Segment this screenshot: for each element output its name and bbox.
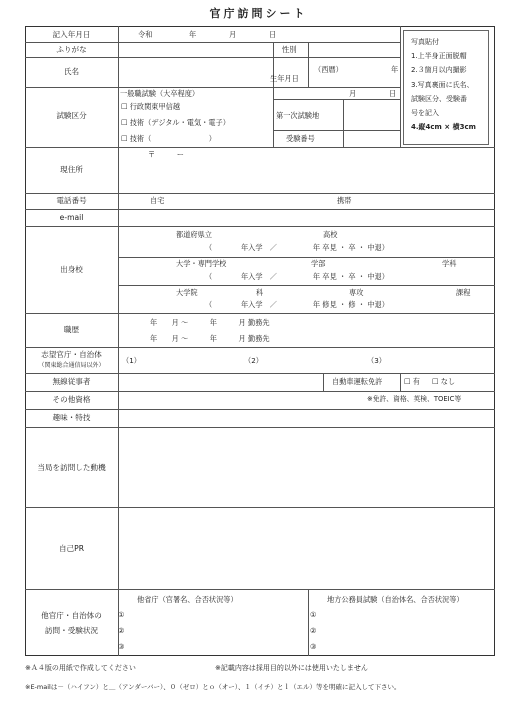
others-left-head: 他省庁（官署名、合否状況等） [137, 595, 238, 604]
photo-divider [400, 26, 401, 147]
photo-line-1: 写真貼付 [411, 38, 439, 46]
qualification-label: その他資格 [52, 395, 91, 404]
footer-note-2: ※記載内容は採用目的以外には使用いたしません [215, 664, 368, 672]
department-label: 学科 [442, 259, 457, 268]
hobby-label: 趣味・特技 [52, 413, 91, 422]
exam-no-label: 受験番号 [286, 134, 315, 143]
others-right-mark-1: ① [310, 610, 317, 619]
career-label: 職歴 [63, 325, 80, 334]
phone-mobile-label: 携帯 [337, 196, 352, 205]
column-divider [308, 589, 309, 656]
date-year-unit: 年 [189, 30, 197, 39]
phone-input[interactable] [170, 194, 330, 208]
qualification-input[interactable] [119, 392, 364, 408]
date-era: 令和 [138, 30, 153, 39]
birth-month-unit: 月 [349, 89, 357, 98]
row-divider [25, 589, 495, 590]
address-label: 現住所 [60, 165, 83, 174]
hs-detail: （ 年入学 ／ 年 卒見 ・ 卒 ・ 中退） [205, 243, 389, 252]
date-input[interactable] [119, 27, 399, 41]
photo-line-2: 1.上半身正面脱帽 [411, 52, 467, 60]
preferred-slot-3: （3） [367, 356, 386, 365]
others-left-input[interactable] [126, 605, 306, 655]
exam-option-3[interactable]: ☐ 技術（ ） [121, 134, 216, 143]
career-row-1: 年 月 ～ 年 月 勤務先 [150, 318, 270, 327]
exam-option-2[interactable]: ☐ 技術（デジタル・電気・電子） [121, 118, 230, 127]
license-yes[interactable]: ☐ 有 [404, 377, 420, 386]
furigana-input[interactable] [119, 43, 272, 56]
date-month-unit: 月 [229, 30, 237, 39]
birth-date-input[interactable] [309, 58, 399, 98]
gender-input[interactable] [309, 43, 399, 56]
first-stage-input[interactable] [344, 100, 399, 129]
preferred-sublabel: （関東総合通信局以外） [38, 362, 105, 369]
motive-input[interactable] [119, 428, 494, 506]
others-label-2: 訪問・受験状況 [44, 626, 99, 635]
column-divider [400, 373, 401, 391]
motive-label: 当局を訪問した動機 [37, 463, 106, 472]
birth-year-unit: 年 [391, 65, 399, 74]
postal-mark: 〒 ー [148, 150, 184, 159]
photo-line-7: 4.縦4cm × 横3cm [411, 123, 476, 131]
footer-note-1: ※Ａ４版の用紙で作成してください [25, 664, 136, 672]
photo-line-3: 2.３箇月以内撮影 [411, 66, 467, 74]
column-divider [273, 42, 274, 147]
hobby-input[interactable] [119, 410, 494, 426]
license-label: 自動車運転免許 [332, 377, 383, 386]
email-label: e-mail [59, 213, 84, 222]
email-input[interactable] [119, 210, 494, 225]
photo-line-4: 3.写真裏面に氏名、 [411, 81, 474, 89]
qualification-note: ※免許、資格、英検、TOEIC等 [367, 395, 462, 403]
others-left-mark-2: ② [118, 626, 125, 635]
others-label-1: 他官庁・自治体の [41, 611, 102, 620]
date-day-unit: 日 [269, 30, 277, 39]
career-row-2: 年 月 ～ 年 月 勤務先 [150, 334, 270, 343]
preferred-slot-2: （2） [244, 356, 263, 365]
first-stage-label: 第一次試験地 [276, 111, 320, 120]
others-right-mark-2: ② [310, 626, 317, 635]
photo-box [403, 30, 489, 145]
others-left-mark-1: ① [118, 610, 125, 619]
column-divider [323, 373, 324, 391]
name-input[interactable] [119, 58, 272, 86]
photo-line-5: 試験区分、受験番 [411, 95, 467, 103]
others-right-head: 地方公務員試験（自治体名、合否状況等） [327, 595, 464, 604]
exam-option-1[interactable]: ☐ 行政関東甲信越 [121, 102, 181, 111]
others-left-mark-3: ③ [118, 642, 125, 651]
radio-input[interactable] [119, 374, 322, 390]
sheet-title: 官庁訪問シート [209, 7, 308, 20]
major-label: 専攻 [349, 288, 364, 297]
exam-label: 試験区分 [56, 111, 87, 120]
exam-general: 一般職試験（大卒程度） [120, 89, 200, 98]
phone-home-label: 自宅 [150, 196, 165, 205]
gender-label: 性別 [282, 45, 297, 54]
pr-label: 自己PR [58, 544, 85, 553]
hs-label: 高校 [323, 230, 338, 239]
address-input[interactable] [119, 148, 494, 192]
others-right-input[interactable] [318, 605, 493, 655]
preferred-label: 志望官庁・自治体 [41, 350, 102, 359]
education-label: 出身校 [60, 265, 83, 274]
hs-type: 都道府県立 [176, 230, 212, 239]
grad-label: 大学院 [176, 288, 198, 297]
date-label: 記入年月日 [52, 30, 91, 39]
univ-detail: （ 年入学 ／ 年 卒見 ・ 卒 ・ 中退） [205, 272, 389, 281]
radio-label: 無線従事者 [52, 377, 91, 386]
preferred-slot-1: （1） [122, 356, 141, 365]
exam-no-input[interactable] [344, 131, 399, 146]
faculty-label: 学部 [311, 259, 326, 268]
birth-day-unit: 日 [389, 89, 397, 98]
preferred-input[interactable] [119, 348, 494, 372]
name-label: 氏名 [63, 67, 80, 76]
career-input[interactable] [119, 314, 494, 346]
pr-input[interactable] [119, 508, 494, 588]
grad-detail: （ 年入学 ／ 年 修見 ・ 修 ・ 中退） [205, 300, 389, 309]
furigana-label: ふりがな [56, 45, 87, 54]
course-label: 課程 [456, 288, 471, 297]
birth-label: 生年月日 [270, 74, 299, 83]
birth-era: （西暦） [314, 65, 343, 74]
grad-dept-label: 科 [256, 288, 264, 297]
phone-label: 電話番号 [56, 196, 87, 205]
others-right-mark-3: ③ [310, 642, 317, 651]
footer-note-3: ※E-mailは－（ハイフン）と＿（アンダーバー）、０（ゼロ）とｏ（オー）、１（イチ）とｌ（エル）等を明確に記入して下さい。 [25, 683, 401, 691]
license-no[interactable]: ☐ なし [432, 377, 456, 386]
education-input[interactable] [119, 227, 494, 312]
photo-line-6: 号を記入 [411, 109, 439, 117]
univ-type: 大学・専門学校 [176, 259, 227, 268]
